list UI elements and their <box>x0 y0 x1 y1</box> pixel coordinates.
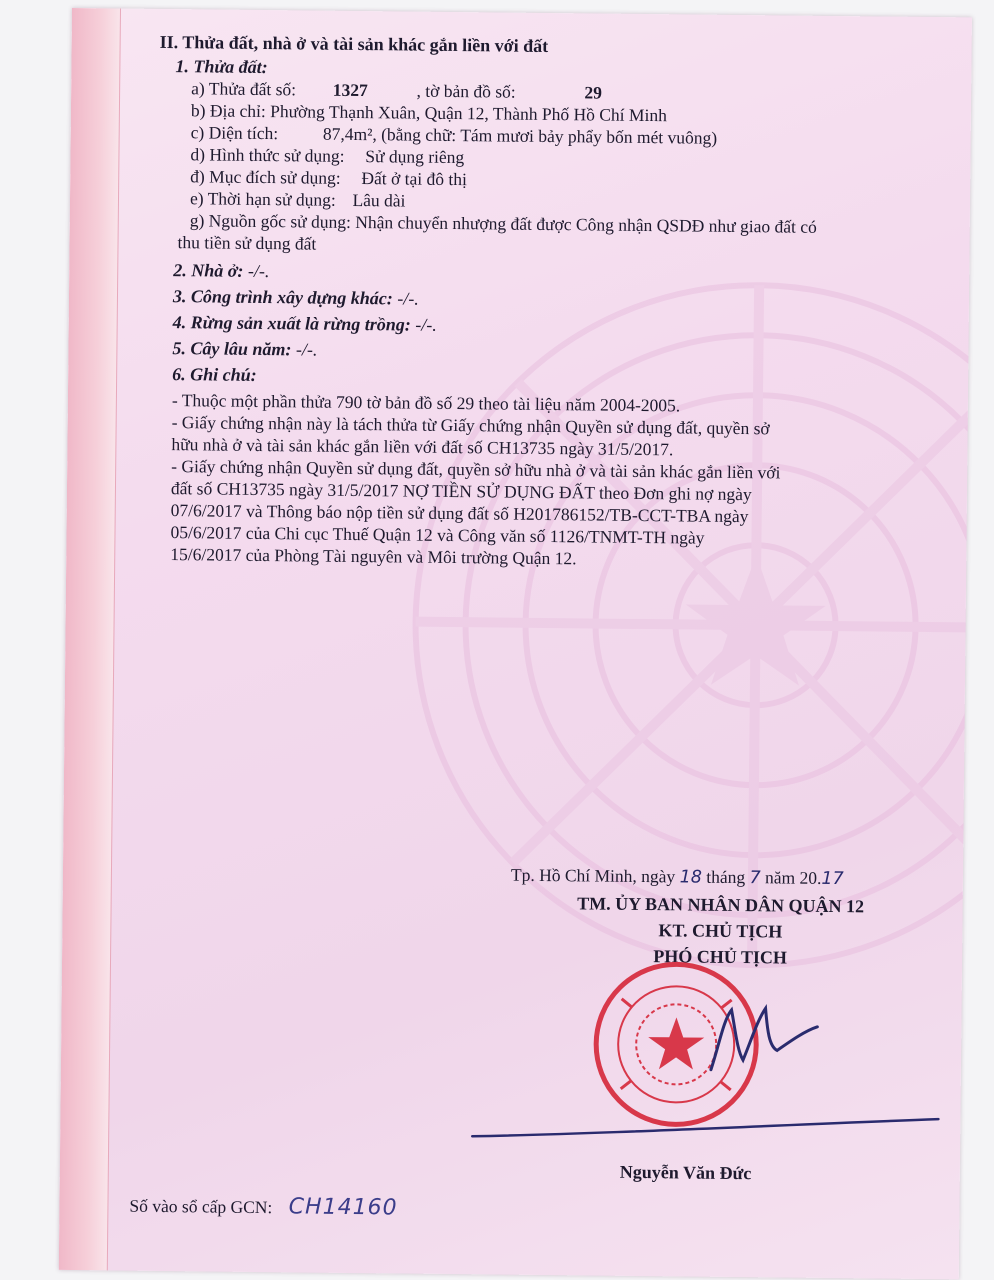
date-prefix: Tp. Hồ Chí Minh, ngày <box>510 864 676 887</box>
other-works-row <box>173 285 947 315</box>
area-value: 87,4m², (bằng chữ: Tám mươi bảy phẩy bốn mét vuông) <box>322 123 718 148</box>
note-3-line-4: 05/6/2017 của Chi cục Thuế Quận 12 và Công văn số 1126/TNMT-TH ngày <box>170 522 705 548</box>
registry-number: CH14160 <box>288 1194 398 1221</box>
map-label: , tờ bản đồ số: <box>416 80 516 102</box>
note-3-line-1: - Giấy chứng nhận Quyền sử dụng đất, quyền sở hữu nhà ở và tài sản khác gắn liền với <box>171 456 781 483</box>
address-value: Phường Thạnh Xuân, Quận 12, Thành Phố Hồ Chí Minh <box>270 101 668 126</box>
note-2-line-2: hữu nhà ở và tài sản khác gắn liền với đất số CH13735 ngày 31/5/2017. <box>171 434 674 460</box>
month-label: tháng <box>706 866 746 888</box>
map-number: 29 <box>584 82 603 103</box>
sign-date <box>511 865 931 890</box>
date-day: 18 <box>679 867 703 888</box>
perennial-row <box>172 337 946 367</box>
area-label: c) Diện tích: <box>190 122 279 144</box>
address-label: b) Địa chỉ: <box>190 100 266 122</box>
parcel-number: 1327 <box>332 79 368 101</box>
registry-label: Số vào sổ cấp GCN: <box>129 1195 273 1218</box>
date-month: 7 <box>749 868 761 889</box>
note-2-line-1: - Giấy chứng nhận này là tách thửa từ Giấy chứng nhận Quyền sử dụng đất, quyền sở <box>171 412 770 439</box>
note-3-line-3: 07/6/2017 và Thông báo nộp tiền sử dụng đất số H201786152/TB-CCT-TBA ngày <box>170 500 749 527</box>
forest-value: -/-. <box>415 314 437 335</box>
perennial-heading: 5. Cây lâu năm: <box>172 338 292 360</box>
perennial-value: -/-. <box>295 339 318 360</box>
forest-heading: 4. Rừng sản xuất là rừng trồng: <box>172 312 411 335</box>
year-label: năm 20. <box>764 867 822 888</box>
section-title: II. Thửa đất, nhà ở và tài sản khác gắn liền với đất <box>159 31 549 56</box>
other-works-heading: 3. Công trình xây dựng khác: <box>172 286 393 309</box>
signer-name: Nguyễn Văn Đức <box>619 1161 752 1184</box>
land-details <box>154 31 950 573</box>
house-heading: 2. Nhà ở: <box>173 260 244 281</box>
certificate-page <box>59 8 972 1279</box>
notes-heading: 6. Ghi chú: <box>172 364 257 385</box>
origin-value-1: Nhận chuyển nhượng đất được Công nhận QSDĐ như giao đất có <box>355 211 817 237</box>
date-year: 17 <box>821 868 844 890</box>
note-3-line-5: 15/6/2017 của Phòng Tài nguyên và Môi trường Quận 12. <box>170 544 577 569</box>
authority-line: TM. ỦY BAN NHÂN DÂN QUẬN 12 <box>577 893 865 917</box>
forest-row <box>173 311 947 341</box>
purpose-value: Đất ở tại đô thị <box>361 168 468 190</box>
ink-stroke <box>470 1110 940 1145</box>
note-3-line-2: đất số CH13735 ngày 31/5/2017 NỢ TIỀN SỬ DỤNG ĐẤT theo Đơn ghi nợ ngày <box>170 478 752 505</box>
other-works-value: -/-. <box>397 288 419 309</box>
house-value: -/-. <box>247 260 270 282</box>
page-edge-strip <box>59 8 121 1270</box>
origin-row-2: thu tiền sử dụng đất <box>177 232 317 254</box>
usage-form-value: Sử dụng riêng <box>365 146 465 168</box>
origin-label: g) Nguồn gốc sử dụng: <box>189 210 352 232</box>
handwritten-signature <box>701 990 822 1081</box>
vice-chair-title: PHÓ CHỦ TỊCH <box>653 946 788 968</box>
usage-form-label: d) Hình thức sử dụng: <box>190 144 345 166</box>
signature-block <box>510 865 931 972</box>
registry-line <box>129 1193 397 1221</box>
land-heading: 1. Thửa đất: <box>175 56 268 78</box>
purpose-label: đ) Mục đích sử dụng: <box>190 166 341 188</box>
term-value: Lâu dài <box>352 189 406 211</box>
for-chair-line: KT. CHỦ TỊCH <box>658 920 783 942</box>
parcel-label: a) Thửa đất số: <box>191 78 297 100</box>
notes-list <box>170 389 946 573</box>
term-label: e) Thời hạn sử dụng: <box>189 188 336 210</box>
note-1: - Thuộc một phần thửa 790 tờ bản đồ số 29 theo tài liệu năm 2004-2005. <box>171 390 681 416</box>
